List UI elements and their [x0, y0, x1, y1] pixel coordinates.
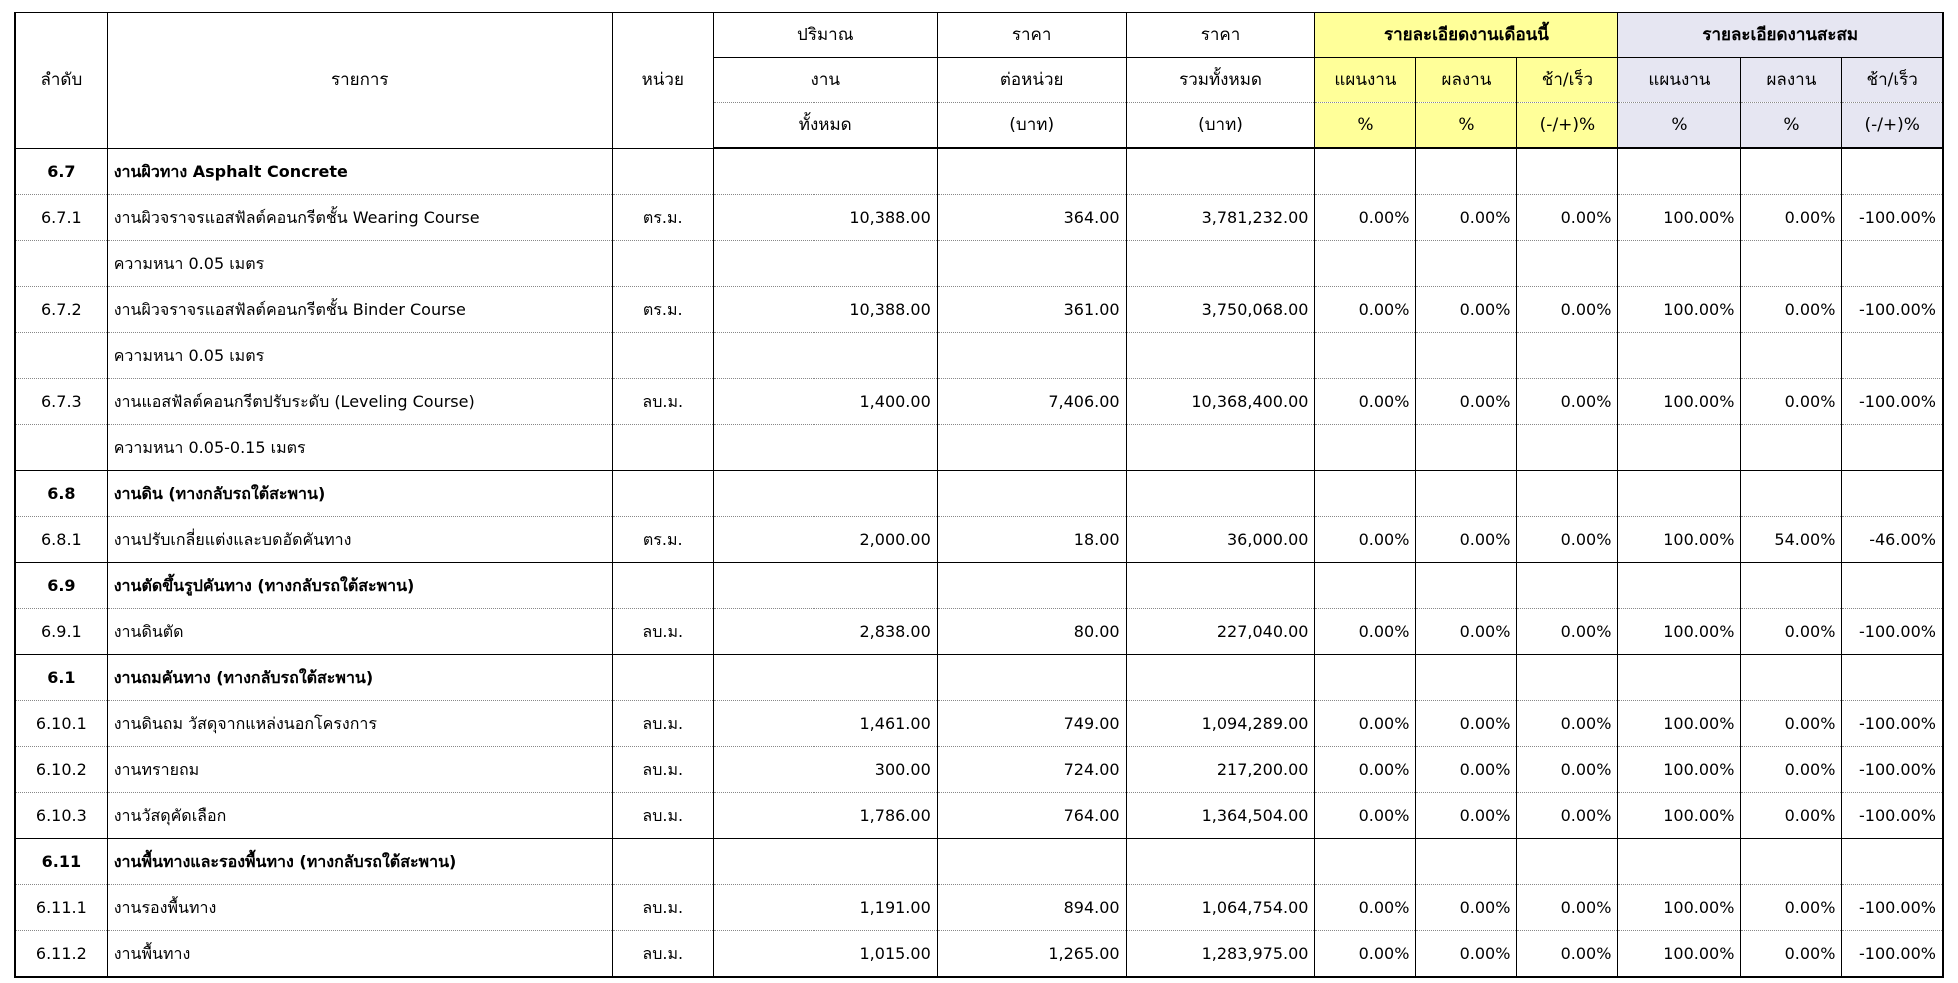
cell-month-plan — [1315, 654, 1416, 700]
cell-cum-result: 0.00% — [1741, 378, 1842, 424]
table-row — [15, 746, 1943, 792]
cell-cum-plan: 100.00% — [1618, 792, 1741, 838]
progress-table — [14, 12, 1944, 978]
cell-cum-result — [1741, 470, 1842, 516]
cell-cum-diff: -100.00% — [1842, 746, 1943, 792]
cell-month-plan — [1315, 470, 1416, 516]
cell-cum-plan: 100.00% — [1618, 608, 1741, 654]
cell-month-result: 0.00% — [1416, 194, 1517, 240]
cell-unit — [612, 148, 713, 194]
header-cum-plan-unit: % — [1618, 103, 1741, 149]
cell-cum-diff: -100.00% — [1842, 378, 1943, 424]
cell-month-result — [1416, 332, 1517, 378]
cell-cum-plan — [1618, 654, 1741, 700]
cell-cum-diff: -46.00% — [1842, 516, 1943, 562]
header-qty-2: งาน — [713, 58, 937, 103]
cell-cum-plan — [1618, 332, 1741, 378]
cell-qty: 1,461.00 — [713, 700, 937, 746]
cell-total-price — [1126, 332, 1315, 378]
cell-month-result — [1416, 838, 1517, 884]
cell-month-diff: 0.00% — [1517, 792, 1618, 838]
cell-cum-diff — [1842, 240, 1943, 286]
cell-cum-result: 0.00% — [1741, 700, 1842, 746]
cell-cum-plan: 100.00% — [1618, 884, 1741, 930]
cell-month-diff: 0.00% — [1517, 930, 1618, 977]
cell-total-price — [1126, 562, 1315, 608]
header-unit-price-3: (บาท) — [937, 103, 1126, 149]
cell-no: 6.8 — [15, 470, 107, 516]
cell-month-result: 0.00% — [1416, 746, 1517, 792]
cell-month-diff — [1517, 654, 1618, 700]
cell-qty — [713, 148, 937, 194]
cell-month-diff — [1517, 424, 1618, 470]
table-row — [15, 930, 1943, 977]
cell-month-result: 0.00% — [1416, 792, 1517, 838]
cell-month-result — [1416, 240, 1517, 286]
cell-month-result — [1416, 654, 1517, 700]
cell-qty — [713, 562, 937, 608]
cell-qty: 1,191.00 — [713, 884, 937, 930]
cell-no: 6.7 — [15, 148, 107, 194]
cell-no: 6.9 — [15, 562, 107, 608]
cell-month-plan: 0.00% — [1315, 378, 1416, 424]
cell-unit — [612, 838, 713, 884]
cell-month-diff: 0.00% — [1517, 608, 1618, 654]
note-row — [15, 332, 1943, 378]
cell-month-plan: 0.00% — [1315, 930, 1416, 977]
cell-month-diff: 0.00% — [1517, 700, 1618, 746]
cell-item: งานพื้นทาง — [107, 930, 612, 977]
cell-no: 6.11 — [15, 838, 107, 884]
header-unit-price-1: ราคา — [937, 13, 1126, 58]
cell-cum-result — [1741, 424, 1842, 470]
cell-unit-price: 724.00 — [937, 746, 1126, 792]
cell-unit: ลบ.ม. — [612, 792, 713, 838]
header-month-title: รายละเอียดงานเดือนนี้ — [1315, 13, 1618, 58]
cell-month-plan: 0.00% — [1315, 700, 1416, 746]
cell-item: งานผิวจราจรแอสฟัลต์คอนกรีตชั้น Binder Course — [107, 286, 612, 332]
cell-unit — [612, 332, 713, 378]
cell-cum-diff: -100.00% — [1842, 194, 1943, 240]
cell-cum-diff — [1842, 562, 1943, 608]
cell-unit: ลบ.ม. — [612, 378, 713, 424]
section-row — [15, 838, 1943, 884]
cell-no: 6.11.2 — [15, 930, 107, 977]
cell-cum-plan: 100.00% — [1618, 378, 1741, 424]
table-row — [15, 378, 1943, 424]
cell-month-plan — [1315, 332, 1416, 378]
header-total-price-3: (บาท) — [1126, 103, 1315, 149]
cell-unit — [612, 654, 713, 700]
cell-cum-diff: -100.00% — [1842, 792, 1943, 838]
cell-cum-result: 0.00% — [1741, 194, 1842, 240]
cell-month-result: 0.00% — [1416, 378, 1517, 424]
cell-no: 6.10.1 — [15, 700, 107, 746]
cell-cum-diff: -100.00% — [1842, 608, 1943, 654]
cell-cum-plan: 100.00% — [1618, 746, 1741, 792]
header-cum-title: รายละเอียดงานสะสม — [1618, 13, 1943, 58]
cell-item: งานแอสฟัลต์คอนกรีตปรับระดับ (Leveling Course) — [107, 378, 612, 424]
cell-month-result: 0.00% — [1416, 286, 1517, 332]
cell-unit-price — [937, 424, 1126, 470]
cell-cum-plan — [1618, 148, 1741, 194]
cell-item: งานผิวทาง Asphalt Concrete — [107, 148, 612, 194]
cell-cum-diff: -100.00% — [1842, 700, 1943, 746]
cell-month-diff: 0.00% — [1517, 286, 1618, 332]
cell-month-diff — [1517, 562, 1618, 608]
cell-qty — [713, 654, 937, 700]
cell-no: 6.8.1 — [15, 516, 107, 562]
cell-cum-result: 0.00% — [1741, 884, 1842, 930]
cell-qty: 1,786.00 — [713, 792, 937, 838]
table-row — [15, 286, 1943, 332]
cell-no: 6.7.3 — [15, 378, 107, 424]
cell-unit — [612, 470, 713, 516]
cell-cum-diff — [1842, 148, 1943, 194]
header-cum-diff: ช้า/เร็ว — [1842, 58, 1943, 103]
cell-no: 6.10.2 — [15, 746, 107, 792]
section-row — [15, 562, 1943, 608]
cell-total-price: 227,040.00 — [1126, 608, 1315, 654]
cell-unit-price: 7,406.00 — [937, 378, 1126, 424]
cell-month-plan: 0.00% — [1315, 884, 1416, 930]
cell-unit — [612, 562, 713, 608]
cell-no — [15, 332, 107, 378]
cell-qty: 1,015.00 — [713, 930, 937, 977]
cell-qty: 300.00 — [713, 746, 937, 792]
cell-total-price: 3,750,068.00 — [1126, 286, 1315, 332]
cell-month-result — [1416, 470, 1517, 516]
cell-unit-price — [937, 332, 1126, 378]
cell-cum-result: 0.00% — [1741, 746, 1842, 792]
cell-cum-result — [1741, 240, 1842, 286]
cell-month-plan — [1315, 424, 1416, 470]
cell-cum-diff — [1842, 470, 1943, 516]
header-month-diff-unit: (-/+)% — [1517, 103, 1618, 149]
header-cum-diff-unit: (-/+)% — [1842, 103, 1943, 149]
progress-report-sheet — [14, 12, 1944, 961]
header-qty-3: ทั้งหมด — [713, 103, 937, 149]
cell-month-result: 0.00% — [1416, 516, 1517, 562]
cell-cum-plan — [1618, 838, 1741, 884]
cell-unit: ตร.ม. — [612, 286, 713, 332]
cell-item: งานดินถม วัสดุจากแหล่งนอกโครงการ — [107, 700, 612, 746]
section-row — [15, 470, 1943, 516]
cell-item: ความหนา 0.05 เมตร — [107, 240, 612, 286]
cell-no — [15, 424, 107, 470]
cell-total-price: 1,064,754.00 — [1126, 884, 1315, 930]
table-row — [15, 194, 1943, 240]
header-month-plan: แผนงาน — [1315, 58, 1416, 103]
cell-month-result: 0.00% — [1416, 884, 1517, 930]
cell-month-plan — [1315, 562, 1416, 608]
cell-unit: ตร.ม. — [612, 516, 713, 562]
cell-cum-plan: 100.00% — [1618, 930, 1741, 977]
cell-unit-price — [937, 240, 1126, 286]
cell-unit: ลบ.ม. — [612, 700, 713, 746]
cell-unit-price: 80.00 — [937, 608, 1126, 654]
cell-unit — [612, 424, 713, 470]
cell-cum-result — [1741, 148, 1842, 194]
cell-cum-diff — [1842, 332, 1943, 378]
cell-no: 6.7.1 — [15, 194, 107, 240]
cell-unit: ลบ.ม. — [612, 884, 713, 930]
cell-item: งานทรายถม — [107, 746, 612, 792]
cell-item: งานรองพื้นทาง — [107, 884, 612, 930]
cell-unit — [612, 240, 713, 286]
cell-month-plan: 0.00% — [1315, 792, 1416, 838]
cell-item: งานดิน (ทางกลับรถใต้สะพาน) — [107, 470, 612, 516]
cell-qty: 10,388.00 — [713, 286, 937, 332]
note-row — [15, 424, 1943, 470]
cell-unit-price: 18.00 — [937, 516, 1126, 562]
cell-cum-result: 0.00% — [1741, 286, 1842, 332]
cell-cum-diff: -100.00% — [1842, 884, 1943, 930]
cell-cum-plan — [1618, 424, 1741, 470]
cell-cum-result: 54.00% — [1741, 516, 1842, 562]
cell-cum-result: 0.00% — [1741, 792, 1842, 838]
cell-qty: 10,388.00 — [713, 194, 937, 240]
header-unit: หน่วย — [612, 13, 713, 149]
cell-cum-result — [1741, 654, 1842, 700]
section-row — [15, 654, 1943, 700]
cell-month-diff — [1517, 148, 1618, 194]
cell-month-diff — [1517, 332, 1618, 378]
table-row — [15, 792, 1943, 838]
cell-no: 6.10.3 — [15, 792, 107, 838]
cell-no: 6.1 — [15, 654, 107, 700]
header-item: รายการ — [107, 13, 612, 149]
header-month-plan-unit: % — [1315, 103, 1416, 149]
cell-month-diff: 0.00% — [1517, 746, 1618, 792]
cell-no: 6.11.1 — [15, 884, 107, 930]
cell-item: งานตัดขึ้นรูปคันทาง (ทางกลับรถใต้สะพาน) — [107, 562, 612, 608]
cell-item: งานผิวจราจรแอสฟัลต์คอนกรีตชั้น Wearing Course — [107, 194, 612, 240]
table-body — [15, 148, 1943, 977]
cell-total-price — [1126, 654, 1315, 700]
header-unit-price-2: ต่อหน่วย — [937, 58, 1126, 103]
cell-unit: ลบ.ม. — [612, 746, 713, 792]
cell-qty — [713, 332, 937, 378]
cell-unit-price: 894.00 — [937, 884, 1126, 930]
cell-unit-price — [937, 148, 1126, 194]
cell-month-diff: 0.00% — [1517, 194, 1618, 240]
cell-item: งานถมคันทาง (ทางกลับรถใต้สะพาน) — [107, 654, 612, 700]
cell-cum-result: 0.00% — [1741, 608, 1842, 654]
cell-total-price: 1,094,289.00 — [1126, 700, 1315, 746]
cell-month-result — [1416, 424, 1517, 470]
cell-cum-diff — [1842, 424, 1943, 470]
cell-unit-price — [937, 654, 1126, 700]
cell-month-diff — [1517, 240, 1618, 286]
cell-cum-result — [1741, 838, 1842, 884]
cell-item: งานปรับเกลี่ยแต่งและบดอัดคันทาง — [107, 516, 612, 562]
table-row — [15, 884, 1943, 930]
cell-month-diff — [1517, 470, 1618, 516]
cell-unit-price: 749.00 — [937, 700, 1126, 746]
cell-month-plan — [1315, 240, 1416, 286]
cell-total-price — [1126, 424, 1315, 470]
cell-month-diff: 0.00% — [1517, 378, 1618, 424]
table-row — [15, 608, 1943, 654]
cell-total-price — [1126, 838, 1315, 884]
header-total-price-1: ราคา — [1126, 13, 1315, 58]
table-row — [15, 516, 1943, 562]
header-month-result-unit: % — [1416, 103, 1517, 149]
cell-month-plan: 0.00% — [1315, 608, 1416, 654]
cell-unit: ลบ.ม. — [612, 930, 713, 977]
section-row — [15, 148, 1943, 194]
cell-unit-price — [937, 562, 1126, 608]
cell-cum-plan: 100.00% — [1618, 516, 1741, 562]
cell-no: 6.9.1 — [15, 608, 107, 654]
cell-total-price — [1126, 470, 1315, 516]
cell-month-diff: 0.00% — [1517, 884, 1618, 930]
header-month-diff: ช้า/เร็ว — [1517, 58, 1618, 103]
cell-no: 6.7.2 — [15, 286, 107, 332]
cell-item: งานวัสดุคัดเลือก — [107, 792, 612, 838]
header-cum-result: ผลงาน — [1741, 58, 1842, 103]
cell-cum-plan: 100.00% — [1618, 700, 1741, 746]
cell-total-price: 1,283,975.00 — [1126, 930, 1315, 977]
cell-item: งานพื้นทางและรองพื้นทาง (ทางกลับรถใต้สะพาน) — [107, 838, 612, 884]
cell-cum-diff — [1842, 654, 1943, 700]
cell-total-price: 217,200.00 — [1126, 746, 1315, 792]
cell-month-plan: 0.00% — [1315, 194, 1416, 240]
cell-month-plan — [1315, 148, 1416, 194]
cell-qty: 1,400.00 — [713, 378, 937, 424]
cell-cum-result: 0.00% — [1741, 930, 1842, 977]
cell-month-result: 0.00% — [1416, 930, 1517, 977]
cell-month-result — [1416, 148, 1517, 194]
cell-qty: 2,000.00 — [713, 516, 937, 562]
cell-cum-plan — [1618, 470, 1741, 516]
cell-total-price — [1126, 148, 1315, 194]
table-row — [15, 700, 1943, 746]
cell-qty — [713, 424, 937, 470]
cell-unit-price: 364.00 — [937, 194, 1126, 240]
cell-cum-diff: -100.00% — [1842, 286, 1943, 332]
cell-cum-plan: 100.00% — [1618, 194, 1741, 240]
cell-total-price: 10,368,400.00 — [1126, 378, 1315, 424]
cell-month-diff: 0.00% — [1517, 516, 1618, 562]
cell-month-plan: 0.00% — [1315, 286, 1416, 332]
cell-month-result: 0.00% — [1416, 700, 1517, 746]
cell-total-price: 1,364,504.00 — [1126, 792, 1315, 838]
cell-cum-diff — [1842, 838, 1943, 884]
cell-cum-plan — [1618, 562, 1741, 608]
cell-total-price — [1126, 240, 1315, 286]
cell-unit: ลบ.ม. — [612, 608, 713, 654]
cell-qty — [713, 838, 937, 884]
cell-qty: 2,838.00 — [713, 608, 937, 654]
cell-item: งานดินตัด — [107, 608, 612, 654]
header-no: ลำดับ — [15, 13, 107, 149]
cell-cum-result — [1741, 332, 1842, 378]
cell-no — [15, 240, 107, 286]
cell-unit-price: 764.00 — [937, 792, 1126, 838]
cell-cum-diff: -100.00% — [1842, 930, 1943, 977]
cell-cum-plan — [1618, 240, 1741, 286]
cell-unit-price: 361.00 — [937, 286, 1126, 332]
cell-unit-price: 1,265.00 — [937, 930, 1126, 977]
cell-unit-price — [937, 470, 1126, 516]
header-cum-plan: แผนงาน — [1618, 58, 1741, 103]
cell-unit: ตร.ม. — [612, 194, 713, 240]
cell-month-plan — [1315, 838, 1416, 884]
table-header — [15, 13, 1943, 149]
header-cum-result-unit: % — [1741, 103, 1842, 149]
cell-qty — [713, 240, 937, 286]
cell-month-plan: 0.00% — [1315, 746, 1416, 792]
header-qty-1: ปริมาณ — [713, 13, 937, 58]
cell-item: ความหนา 0.05 เมตร — [107, 332, 612, 378]
cell-qty — [713, 470, 937, 516]
cell-total-price: 36,000.00 — [1126, 516, 1315, 562]
cell-cum-plan: 100.00% — [1618, 286, 1741, 332]
cell-unit-price — [937, 838, 1126, 884]
cell-month-result: 0.00% — [1416, 608, 1517, 654]
cell-item: ความหนา 0.05-0.15 เมตร — [107, 424, 612, 470]
cell-total-price: 3,781,232.00 — [1126, 194, 1315, 240]
note-row — [15, 240, 1943, 286]
header-month-result: ผลงาน — [1416, 58, 1517, 103]
cell-month-result — [1416, 562, 1517, 608]
cell-cum-result — [1741, 562, 1842, 608]
cell-month-plan: 0.00% — [1315, 516, 1416, 562]
cell-month-diff — [1517, 838, 1618, 884]
header-total-price-2: รวมทั้งหมด — [1126, 58, 1315, 103]
